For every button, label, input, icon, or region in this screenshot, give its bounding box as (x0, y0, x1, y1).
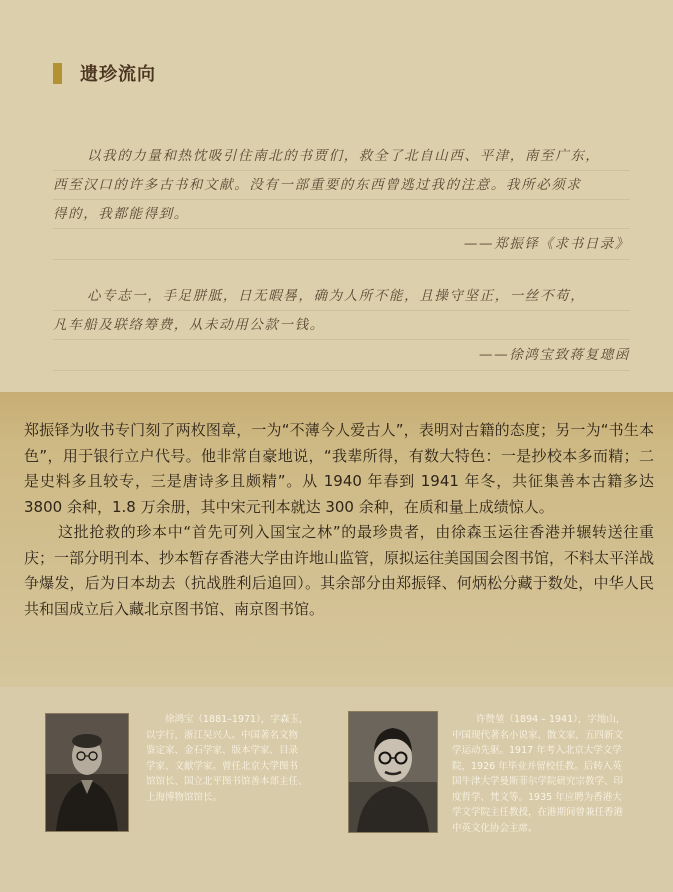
bio-xu-dishan (452, 712, 664, 836)
quote-line: 西至汉口的许多古书和文献。没有一部重要的东西曾逃过我的注意。我所必须求 (53, 171, 630, 200)
quote-zheng-zhenduo (53, 142, 630, 260)
bio-line: 度哲学、梵文等。1935 年应聘为香港大 (452, 791, 622, 803)
bio-line: 学家、文献学家。曾任北京大学图书 (146, 760, 299, 772)
quotes-section (0, 0, 673, 392)
portrait-xu-hongbao (45, 713, 129, 832)
bio-line: 上海博物馆馆长。 (146, 791, 223, 803)
quote-xu-hongbao (53, 282, 630, 371)
bio-line: 学运动先驱。1917 年考入北京大学文学 (452, 745, 622, 756)
quote-line: 以我的力量和热忱吸引住南北的书贾们，救全了北自山西、平津，南至广东， (53, 142, 630, 171)
bio-line: 馆馆长、国立北平图书馆善本部主任、 (146, 776, 308, 787)
quote-line: 凡车船及联络筹费，从未动用公款一钱。 (53, 311, 630, 340)
section-heading (53, 60, 156, 86)
section-title: 遗珍流向 (80, 64, 156, 85)
body-paragraph-2: 这批抢救的珍本中“首先可列入国宝之林”的最珍贵者，由徐森玉运往香港并辗转送往重庆；一部分明刊本、抄本暂存香港大学由许地山监管，原拟运往美国国会图书馆，不料太平洋战争爆发，后为日本劫去（抗战胜利后追回）。其余部分由郑振铎、何炳松分藏于数处，中华人民共和国成立后入藏北京图书馆、南京图书馆。 (24, 523, 655, 618)
heading-marker-bar (53, 63, 62, 84)
bio-line: 国牛津大学曼斯菲尔学院研究宗教学、印 (452, 776, 624, 787)
body-paragraph-1: 郑振铎为收书专门刻了两枚图章，一为“不薄今人爱古人”，表明对古籍的态度；另一为“书生本色”，用于银行立户代号。他非常自豪地说，“我辈所得，有数大特色：一是抄校本多而精；二是史料多且较专，三是唐诗多且颇精”。从 1940 年春到 1941 年冬，共征集善本古籍多达 3800 余种，1.8 万余册，其中宋元刊本就达 300 余种，在质和量上成绩惊人。 (24, 421, 654, 516)
bio-xu-hongbao (146, 712, 326, 805)
portrait-xu-dishan (348, 711, 438, 833)
bio-line: 许赞堃（1894 – 1941），字地山， (476, 714, 626, 725)
bio-line: 鉴定家、金石学家、版本学家、目录 (146, 745, 299, 756)
bio-line: 院，1926 年毕业并留校任教。后转入英 (452, 760, 622, 772)
portrait-xu-dishan-image (349, 712, 437, 832)
body-text (24, 418, 654, 622)
bio-line: 以字行，浙江吴兴人。中国著名文物 (146, 729, 299, 741)
portrait-xu-hongbao-image (46, 714, 128, 831)
biographies-section (0, 687, 673, 892)
quote-source: ——郑振铎《求书日录》 (53, 229, 630, 260)
bio-line: 学文学院主任教授，在港期间曾兼任香港 (452, 807, 624, 818)
bio-line: 中英文化协会主席。 (452, 822, 538, 834)
quote-line: 得的，我都能得到。 (53, 200, 630, 229)
quote-line: 心专志一，手足胼胝，日无暇晷，确为人所不能，且操守坚正，一丝不苟， (53, 282, 630, 311)
narrative-section (0, 392, 673, 687)
quote-source: ——徐鸿宝致蒋复璁函 (53, 340, 630, 371)
bio-line: 徐鸿宝（1881–1971），字森玉， (165, 714, 309, 725)
bio-line: 中国现代著名小说家、散文家，五四新文 (452, 729, 624, 741)
